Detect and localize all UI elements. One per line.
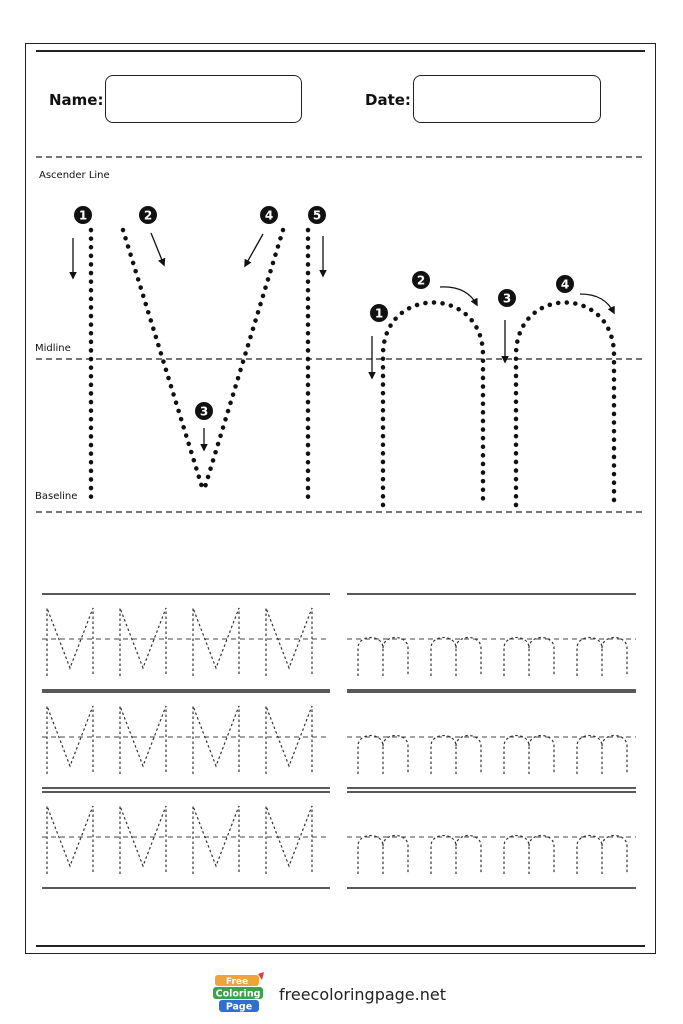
ascender-line-label: Ascender Line <box>39 170 110 181</box>
lowercase-stroke-arrows <box>372 287 614 378</box>
trace-uppercase-m <box>266 806 312 874</box>
trace-lowercase-m <box>504 638 554 677</box>
step-badge <box>308 206 326 224</box>
trace-uppercase-m <box>266 608 312 676</box>
lowercase-m-dotted <box>383 303 614 506</box>
trace-uppercase-m <box>47 806 93 874</box>
trace-lowercase-m <box>431 638 481 677</box>
svg-text:1: 1 <box>374 306 384 321</box>
svg-text:3: 3 <box>199 404 209 419</box>
svg-text:5: 5 <box>312 208 322 223</box>
large-guide-lines <box>36 157 645 512</box>
free-coloring-page-logo <box>212 972 266 1016</box>
arrow-down-left-icon <box>245 234 263 266</box>
trace-uppercase-m <box>47 608 93 676</box>
trace-uppercase-m <box>266 706 312 774</box>
trace-uppercase-m <box>120 608 166 676</box>
svg-text:Free: Free <box>225 977 249 987</box>
practice-rows <box>42 594 636 888</box>
step-badge <box>139 206 157 224</box>
trace-lowercase-m <box>358 836 408 875</box>
trace-uppercase-m <box>193 806 239 874</box>
svg-text:Page: Page <box>225 1001 253 1013</box>
site-url[interactable]: freecoloringpage.net <box>279 985 446 1004</box>
svg-text:1: 1 <box>78 208 88 223</box>
trace-uppercase-m <box>47 706 93 774</box>
trace-uppercase-m <box>120 706 166 774</box>
trace-lowercase-m <box>358 638 408 677</box>
step-badge <box>412 271 430 289</box>
arrow-curve-right-icon <box>580 294 614 313</box>
step-badge <box>498 289 516 307</box>
step-badge <box>260 206 278 224</box>
svg-text:Coloring: Coloring <box>215 988 261 1000</box>
trace-uppercase-m <box>193 608 239 676</box>
svg-text:2: 2 <box>416 273 426 288</box>
step-badge <box>370 304 388 322</box>
arrow-down-right-icon <box>151 233 164 265</box>
svg-text:3: 3 <box>502 291 512 306</box>
date-label: Date: <box>365 91 411 109</box>
name-label: Name: <box>49 91 104 109</box>
trace-lowercase-m <box>504 736 554 775</box>
step-badge <box>195 402 213 420</box>
trace-lowercase-m <box>358 736 408 775</box>
trace-lowercase-m <box>504 836 554 875</box>
step-badge <box>74 206 92 224</box>
trace-lowercase-m <box>577 836 627 875</box>
uppercase-m-dotted <box>91 230 308 505</box>
trace-lowercase-m <box>577 736 627 775</box>
svg-text:2: 2 <box>143 208 153 223</box>
trace-lowercase-m <box>577 638 627 677</box>
svg-text:4: 4 <box>560 277 570 292</box>
uppercase-step-badges <box>74 206 326 420</box>
svg-text:4: 4 <box>264 208 274 223</box>
midline-label: Midline <box>35 343 71 354</box>
baseline-label: Baseline <box>35 491 78 502</box>
trace-uppercase-m <box>120 806 166 874</box>
arrow-curve-right-icon <box>440 287 477 305</box>
trace-uppercase-m <box>193 706 239 774</box>
step-badge <box>556 275 574 293</box>
trace-lowercase-m <box>431 736 481 775</box>
trace-lowercase-m <box>431 836 481 875</box>
